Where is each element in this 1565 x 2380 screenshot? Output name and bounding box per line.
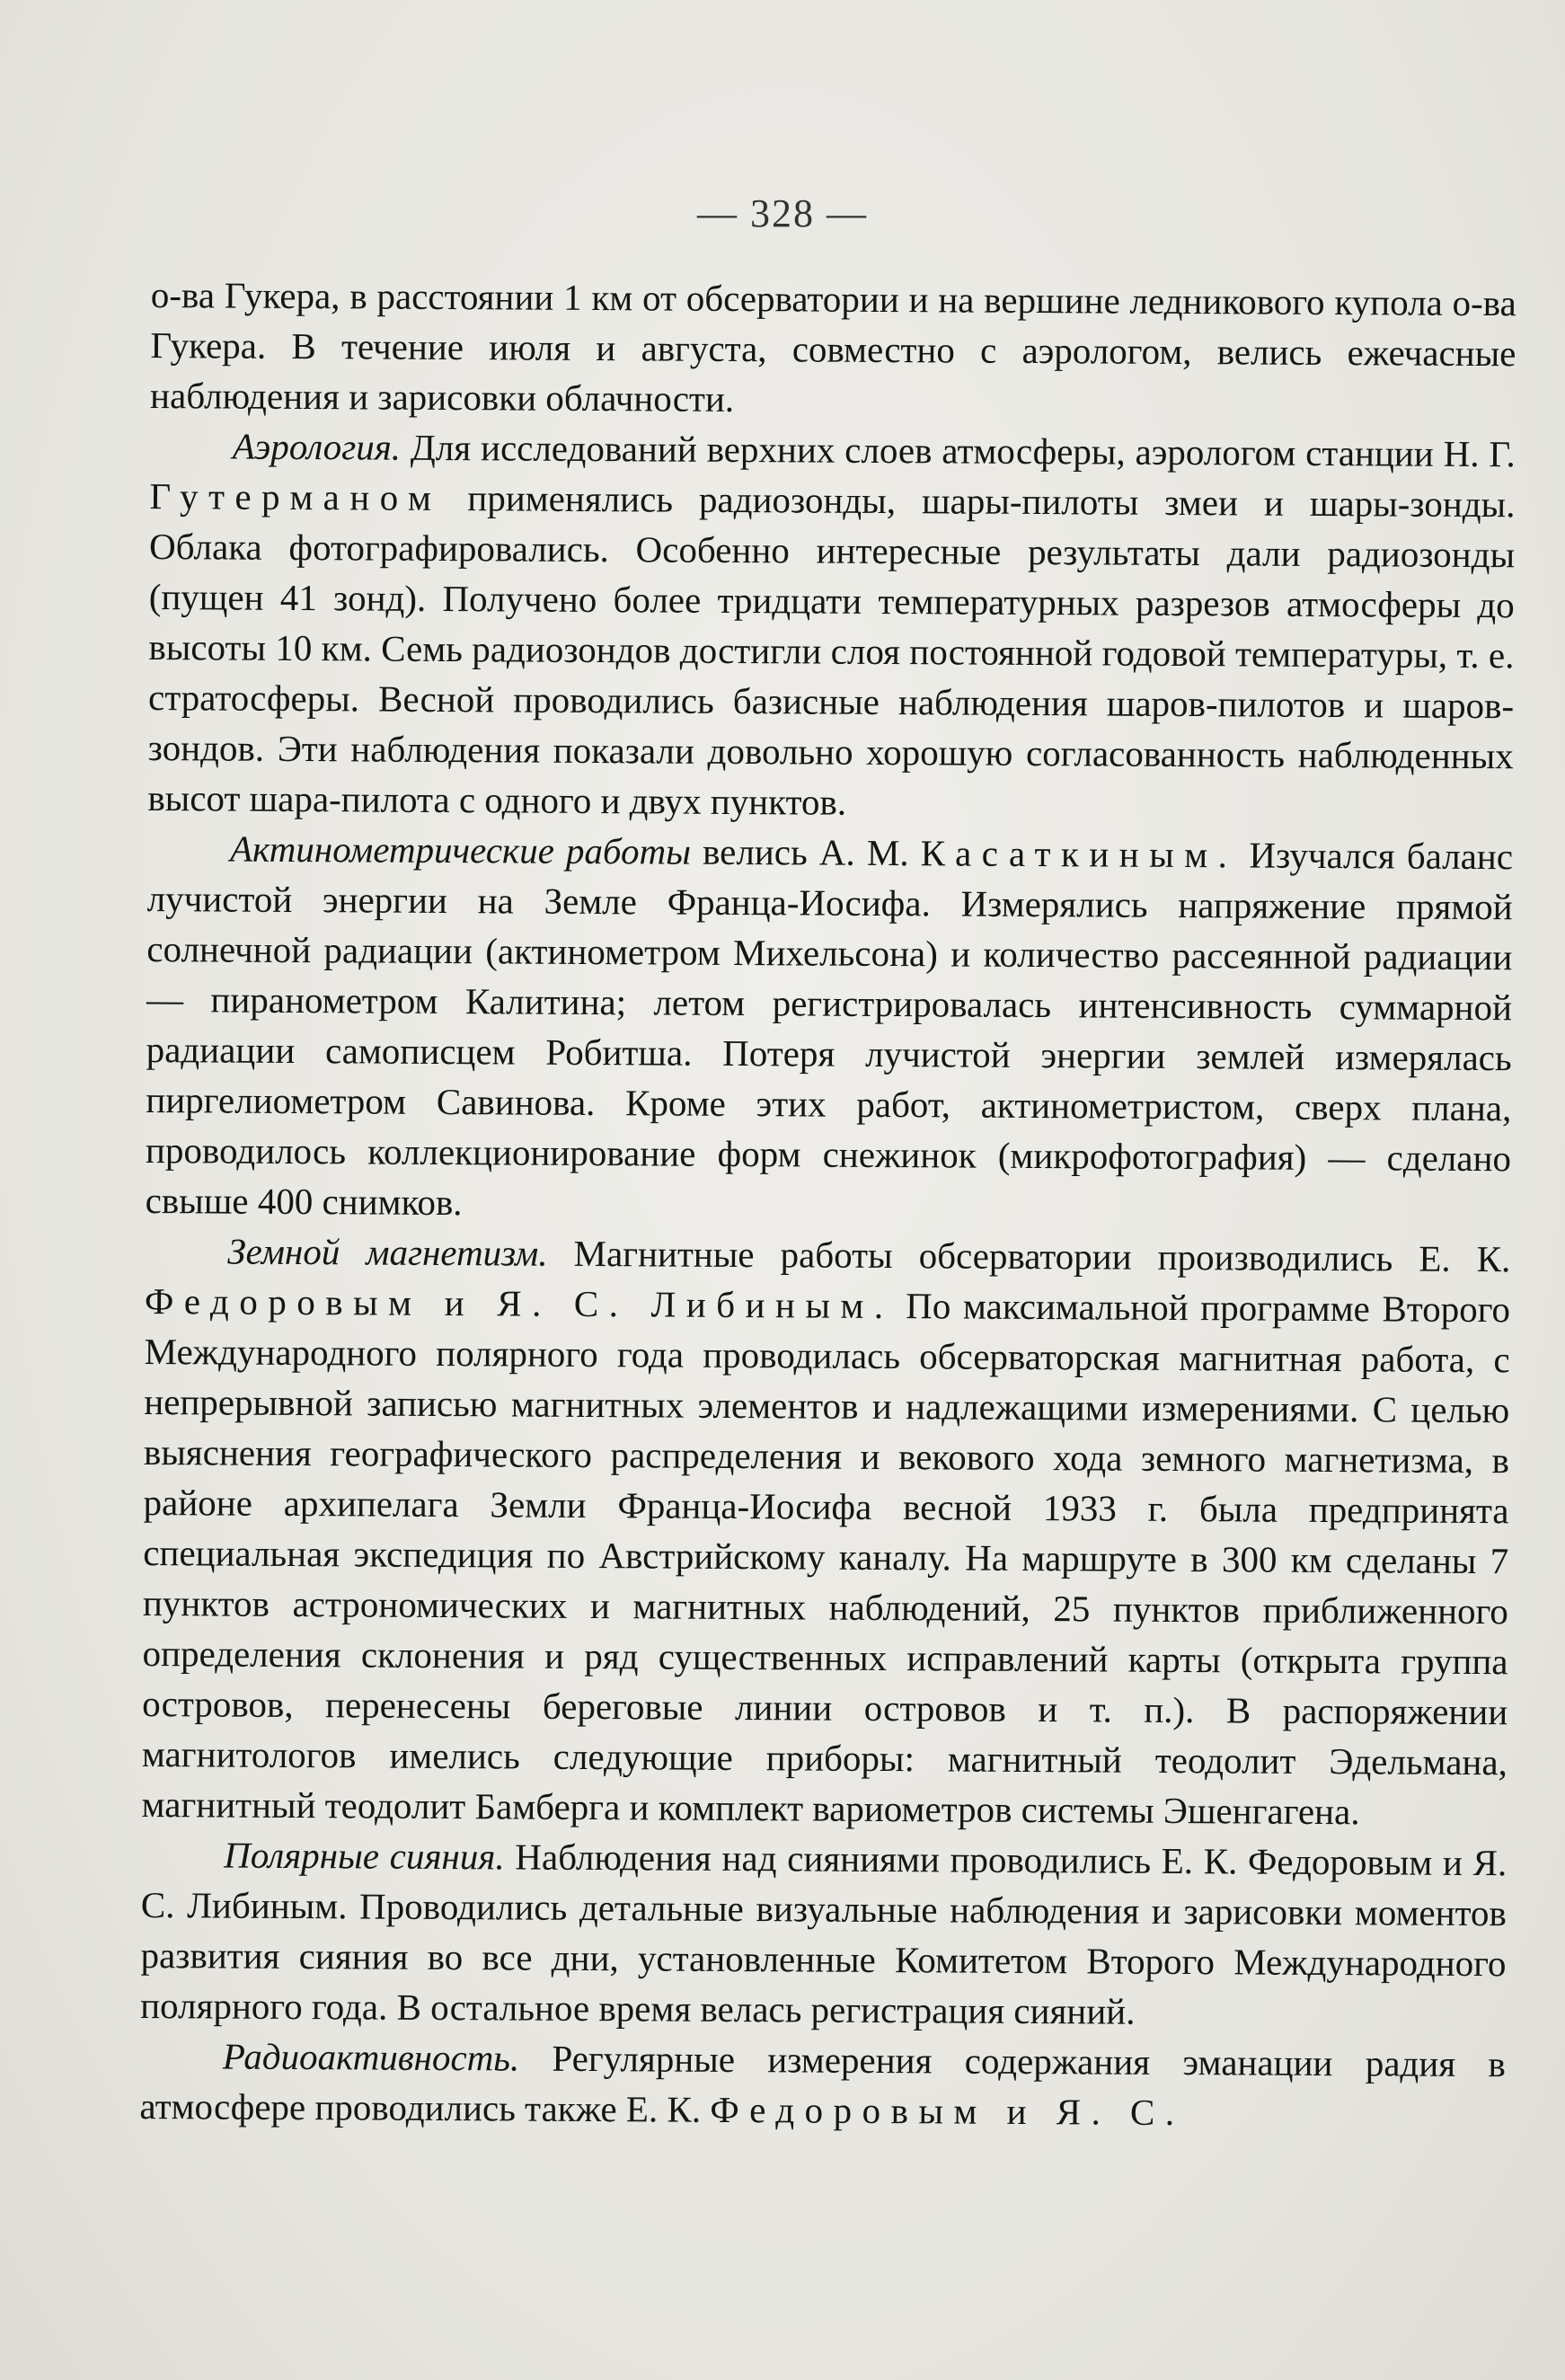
paragraph-radioactivity	[139, 2031, 1506, 2139]
person-name: Касаткиным.	[920, 832, 1238, 876]
person-name: Федоровым и Я. С. Либиным.	[144, 1279, 894, 1327]
paragraph-text: Регулярные измерения содержания эманации радия в атмосфере проводились также Е. К.	[139, 2037, 1506, 2130]
section-heading-aerology: Аэрология.	[232, 425, 402, 468]
paragraph-magnetism	[141, 1225, 1510, 1837]
section-heading-actinometry: Актинометрические работы	[229, 827, 692, 872]
paragraph-text: Магнитные работы обсерватории производились Е. К.	[547, 1232, 1511, 1280]
paragraph-text: велись А. М.	[690, 830, 921, 874]
paragraph-text: Изучался баланс лучистой энергии на Земле Франца-Иосифа. Измерялись напряжение прямой солнечной радиации (актинометром Михельсона) и количество рассеянной радиации — пиранометром Калитина; летом регистрировалась интенсивность суммарной радиации самописцем Робитша. Потеря лучистой энергии землей измерялась пиргелиометром Савинова. Кроме этих работ, актинометристом, сверх плана, проводилось коллекционирование форм снежинок (микрофотография) — сделано свыше 400 снимков.	[145, 834, 1514, 1224]
person-name: Федоровым и Я. С.	[710, 2088, 1185, 2134]
section-heading-radioactivity: Радиоактивность.	[222, 2035, 520, 2079]
section-heading-aurora: Полярные сияния.	[224, 1834, 505, 1878]
paragraph-text: Наблюдения над сияниями проводились Е. К. Федоровым и Я. С. Либиным. Проводились детальные визуальные наблюдения и зарисовки моментов развития сияния во все дни, установленные Комитетом Второго Международного полярного года. В остальное время велась регистрация сияний.	[140, 1836, 1508, 2032]
paragraph-text: о-ва Гукера, в расстоянии 1 км от обсерватории и на вершине ледникового купола о-ва Гукера. В течение июля и августа, совместно с аэрологом, велись ежечасные наблюдения и зарисовки облачности.	[150, 273, 1516, 420]
person-name: Гутерманом	[149, 474, 442, 518]
body-text	[139, 270, 1516, 2139]
paragraph-aurora	[140, 1829, 1507, 2039]
page-number: — 328 —	[697, 191, 868, 235]
section-heading-magnetism: Земной магнетизм.	[227, 1230, 548, 1274]
paragraph-actinometry	[146, 823, 1514, 1234]
paragraph-text: Для исследований верхних слоев атмосферы, аэрологом станции Н. Г.	[400, 426, 1516, 475]
paragraph-aerology	[147, 420, 1516, 831]
paragraph-text: применялись радиозонды, шары-пилоты змеи и шары-зонды. Облака фотографировались. Особенно интересные результаты дали радиозонды (пущен 41 зонд). Получено более тридцати температурных разрезов атмосферы до высоты 10 км. Семь радиозондов достигли слоя постоянной годовой температуры, т. е. стратосферы. Весной проводились базисные наблюдения шаров-пилотов и шаров-зондов. Эти наблюдения показали довольно хорошую согласованность наблюденных высот шара-пилота с одного и двух пунктов.	[147, 476, 1516, 823]
paragraph-continuation	[150, 270, 1516, 429]
paragraph-text: По максимальной программе Второго Международного полярного года проводилась обсерваторская магнитная работа, с непрерывной записью магнитных элементов и надлежащими измерениями. С целью выяснения географического распределения и векового хода земного магнетизма, в районе архипелага Земли Франца-Иосифа весной 1933 г. была предпринята специальная экспедиция по Австрийскому каналу. На маршруте в 300 км сделаны 7 пунктов астрономических и магнитных наблюдений, 25 пунктов приближенного определения склонения и ряд существенных исправлений карты (открыта группа островов, перенесены береговые линии островов и т. п.). В распоряжении магнитологов имелись следующие приборы: магнитный теодолит Эдельмана, магнитный теодолит Бамберга и комплект вариометров системы Эшенгагена.	[141, 1285, 1511, 1833]
